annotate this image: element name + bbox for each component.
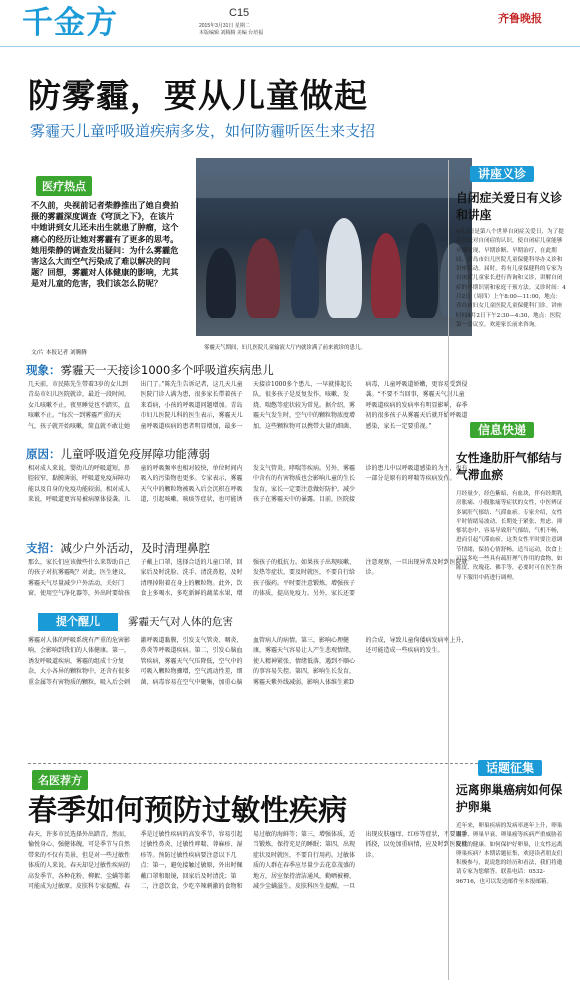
section-logo: 千金方 (22, 5, 118, 41)
news-body: 月经量少，经色紫暗，有血块，伴有经期乳房胀痛、小腹胀痛等症状的女性，中医辨证多属肝气郁结、气滞血瘀。专家介绍，女性平时情绪易波动，长期处于紧张、焦虑、抑郁状态中，容易导致肝气郁结，气机不畅，进而引起气滞血瘀。这类女性平时要注意调节情绪，保持心情舒畅，适当运动，饮食上可以多吃一些具有疏肝理气作用的食物，如陈皮、玫瑰花、佛手等，必要时可在医生指导下服用中药进行调理。 (456, 491, 563, 581)
page-number: C15 (229, 7, 250, 19)
column-divider (448, 160, 449, 980)
topic-body: 近年来，卵巢疾病的发病率逐年上升，卵巢囊肿、卵巢早衰、卵巢癌等疾病严重威胁着女性的健康。如何保护好卵巢，让女性远离卵巢疾病？本期话题征集，欢迎读者朋友们积极参与，说说您的经历和看法，我们将邀请专家为您解答。联系电话：0532-96716，也可以发送邮件至本报邮箱。 (456, 823, 563, 885)
photo-caption: 雾霾天气期间，妇儿医院儿童输液大厅内就诊满了前来就诊的患儿。 (204, 345, 366, 351)
page-subheadline: 雾霾天儿童呼吸道疾病多发，如何防霾听医生来支招 (30, 122, 376, 140)
reminder-title: 雾霾天气对人体的危害 (128, 616, 233, 628)
section-heading-phenomenon: 现象：雾霾天一天接诊1000多个呼吸道疾病患儿 (26, 363, 274, 377)
byline: 文/片 本报记者 刘腾腾 (31, 350, 87, 356)
hospital-photo (196, 158, 472, 336)
lecture-tag: 讲座义诊 (470, 166, 534, 182)
lecture-title: 自闭症关爱日有义诊和讲座 (456, 191, 563, 222)
reminder-tag: 提个醒儿 (38, 613, 118, 631)
lead-paragraph: 不久前，央视前记者柴静推出了她自费拍摄的雾霾深度调查《穹顶之下》，在该片中她讲到女儿还未出生就患了肿瘤，这个痛心的经历让她对雾霾有了更多的思考。她用柴静的调查发出疑问：为什么雾霾危害这么大而空气污染成了难以解决的问题？回想，雾霾对人体健康的影响，尤其是对儿童的危害，我们该怎么防呢？ (31, 200, 179, 289)
tips-body: 春天，许多市民选择外出踏青，然而，愉悦身心、强健体魄，可是季节与自然带来的不仅有美景，但是对一些过敏性体质的人来说，春天却是过敏性疾病的高发季节，各种花粉、柳絮、尘螨等都可能成为过敏原。皮肤科专家提醒，春季是过敏性疾病的高发季节，容易引起过敏性鼻炎、过敏性哮喘、荨麻疹、湿疹等。预防过敏性疾病要注意以下几点：第一，避免接触过敏原，外出时佩戴口罩和眼镜，回家后及时清洗；第二，注意饮食，少吃辛辣刺激的食物和易过敏的海鲜等；第三，增强体质，适当锻炼，保持充足的睡眠；第四，出现症状及时就医，不要自行用药。过敏体质的人群在春季应尽量少去花草茂盛的地方，居室保持清洁通风，勤晒被褥，减少尘螨滋生。皮肤科医生提醒，一旦出现皮肤瘙痒、红疹等症状，不要用手抓挠，以免加重病情，应及时到医院就诊。 (28, 831, 468, 891)
section-divider (28, 763, 478, 764)
tips-tag: 名医荐方 (32, 770, 88, 790)
section-heading-cause: 原因：儿童呼吸道免疫屏障功能薄弱 (26, 447, 210, 461)
topic-title: 远离卵巢癌病如何保护卵巢 (456, 783, 563, 814)
news-title: 女性逢肋肝气郁结与气滞血瘀 (456, 451, 563, 482)
lecture-body: 4月2日是第八个世界自闭症关爱日，为了提高公众对自闭症的认识，使自闭症儿童能够早期发现、早期诊断、早期治疗，在此期间，青岛市妇儿医院儿童保健科举办义诊和讲座活动。届时，将有儿童保健科的专家为自闭症儿童家长进行咨询和义诊，讲解自闭症的早期识别和家庭干预方法。义诊时间：4月2日（周四）上午8:00—11:00，地点：青岛市妇女儿童医院儿童保健科门诊。讲座时间4月2日下午2:30—4:30，地点：医院第一会议室。欢迎家长前来咨询。 (456, 229, 566, 328)
news-tag: 信息快递 (470, 422, 534, 438)
section-heading-advice: 支招：减少户外活动，及时清理鼻腔 (26, 541, 210, 555)
topic-tag: 话题征集 (478, 760, 542, 776)
reminder-body: 雾霾对人体的呼吸系统有严重的危害影响，会影响到我们的人体健康。第一，诱发呼吸道疾病，雾霾的组成十分复杂，大小各异的颗粒物中，还含有很多重金属等有害物质的颗粒，吸入后会刺激呼吸道黏膜，引发支气管炎、咽炎、鼻炎等呼吸道疾病。第二，引发心脑血管疾病，雾霾天气气压降低，空气中的可吸入颗粒物骤增，空气流动性差，细菌、病毒容易在空气中聚集，加重心脑血管病人的病情。第三，影响心理健康，雾霾天气容易让人产生悲观情绪，使人精神紧张、情绪低落，遇到不顺心的事容易失控。第四，影响生长发育，雾霾天紫外线减弱，影响人体维生素D的合成，导致儿童佝偻病发病率上升，还可能造成一些疾病的发生。 (28, 637, 468, 686)
section-body-advice: 那么，家长们应该做些什么来帮助自己的孩子对抗雾霾呢？对此，医生建议，雾霾天气尽量减少户外活动，关好门窗，使用空气净化器等，外出时要给孩子戴上口罩，选择合适的儿童口罩，回家后及时洗脸、洗手、清洗鼻腔，及时清理掉附着在身上的颗粒物。此外，饮食上多喝水，多吃新鲜的蔬菜水果，增强孩子的抵抗力。如果孩子出现咳嗽、发热等症状，要及时就医，不要自行给孩子服药。平时要注意锻炼，增强孩子的体质，提高免疫力。另外，家长还要注意观察，一旦出现异常及时到医院就诊。 (28, 559, 468, 598)
issue-date: 2015年3月31日 星期二 (199, 23, 250, 29)
section-body-cause: 相对成人来说，婴幼儿的呼吸道短，鼻腔较窄，黏膜薄弱，呼吸道免疫屏障功能以及自身的免疫功能较弱，相对成人来说，呼吸道更容易被病原体侵袭。儿童的呼吸频率也相对较快，单位时间内吸入的污染物也更多。专家表示，雾霾天气中的颗粒物被吸入后会沉积在呼吸道，引起咳嗽、咳痰等症状，也可能诱发支气管炎、哮喘等疾病。另外，雾霾中含有的有害物质也会影响儿童的生长发育，家长一定要注意做好防护，减少孩子在雾霾天中的暴露。目前，医院接诊的患儿中以呼吸道感染的为主，也有一部分是原有的哮喘等疾病发作。 (28, 465, 468, 504)
tips-headline: 春季如何预防过敏性疾病 (28, 793, 348, 827)
page-headline: 防雾霾，要从儿童做起 (28, 76, 368, 115)
section-body-phenomenon: 几天前，市民陈先生带着3岁的女儿到青岛市妇儿医院就诊，最近一段时间，女儿咳嗽不止，夜里睡觉也不踏实，直咳嗽不止。“每次一到雾霾严重的天气，孩子就开始咳嗽，简直就不敢让她出门了。”陈先生告诉记者，这几天儿童医院门诊人满为患，很多家长带着孩子来看病，小孩的呼吸道问题增加。青岛市妇儿医院儿科的医生表示，雾霾天儿童呼吸道疾病的患者明显增加，最多一天接诊1000多个患儿，一早就排起长队，很多孩子是反复发作，咳嗽、发烧、喘憋等症状较为常见。据介绍，雾霾天气发生时，空气中的颗粒物浓度增加，这些颗粒物可以携带大量的细菌、病毒，儿童呼吸道娇嫩，更容易受到侵袭。“不要不当回事，雾霾天气对儿童呼吸道疾病的发病率有明显影响，春季初的很多孩子从雾霾天后就开始呼吸道感染，家长一定要重视。” (28, 381, 468, 430)
lead-tag: 医疗热点 (36, 176, 92, 196)
editor-credits: 本版编辑 刘腾腾 美编 台培福 (199, 30, 264, 36)
newspaper-name: 齐鲁晚报 (498, 12, 542, 25)
